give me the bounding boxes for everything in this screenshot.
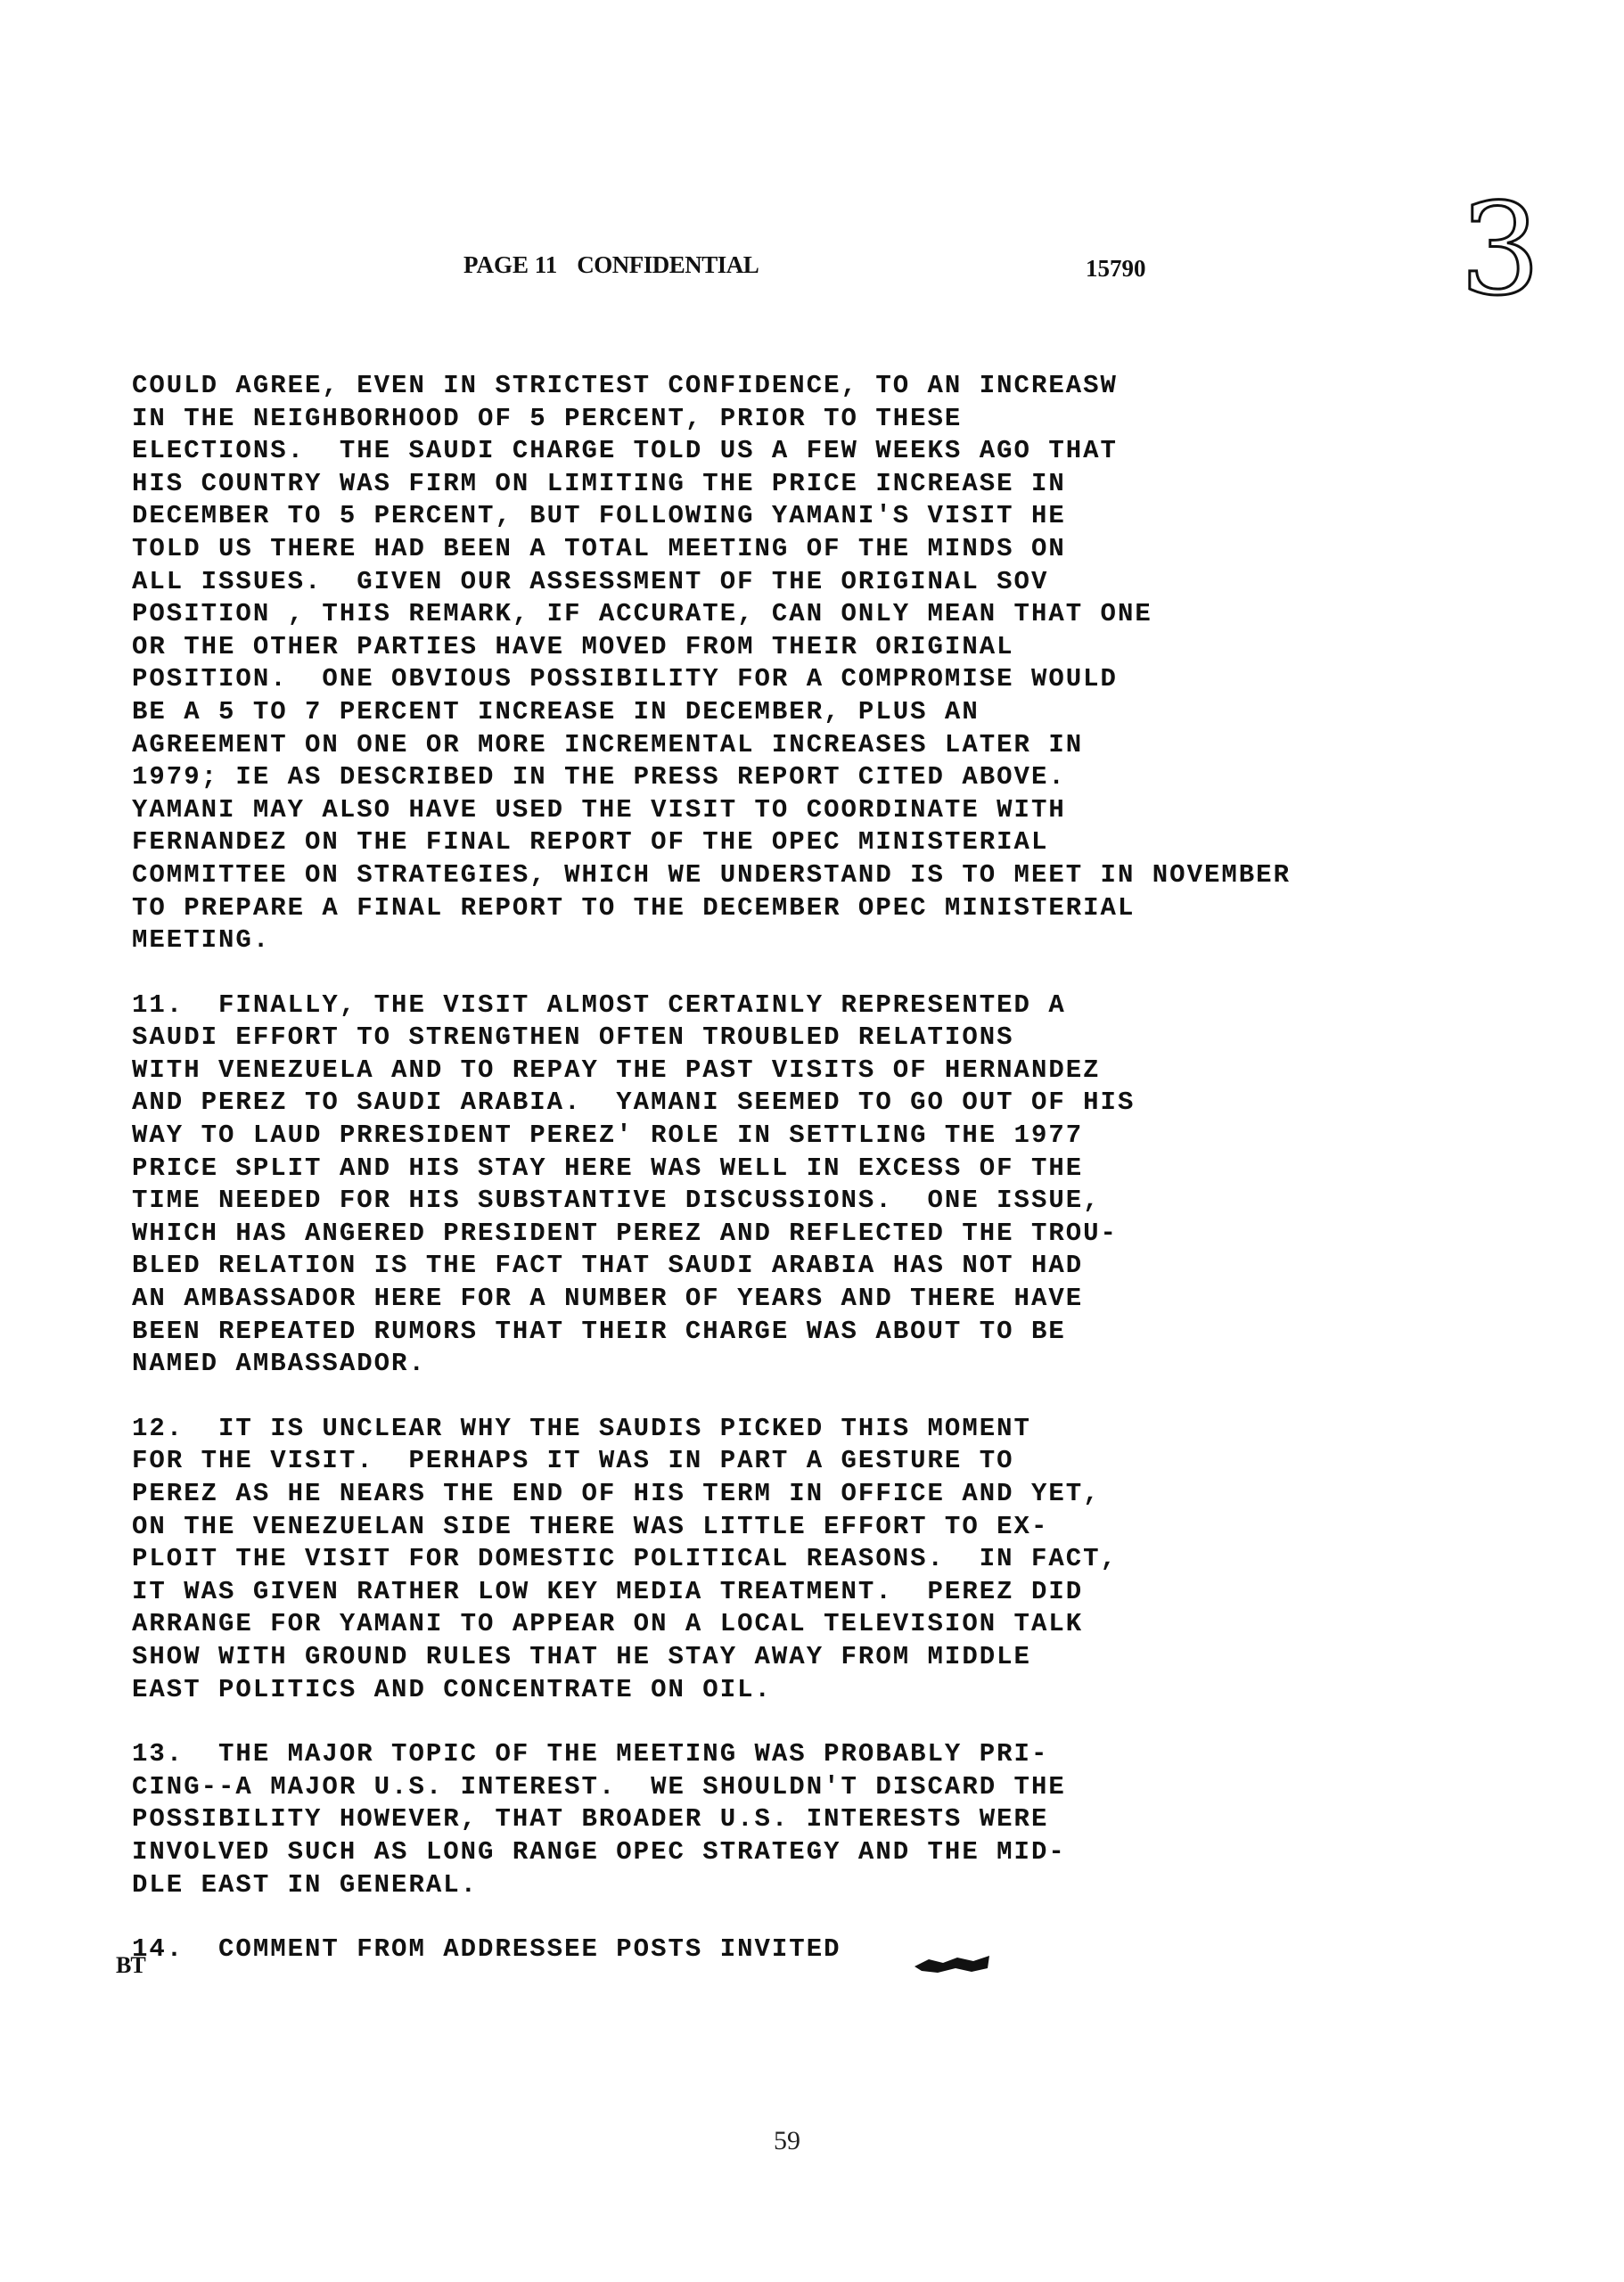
text-line: BLED RELATION IS THE FACT THAT SAUDI ARABIA HAS NOT HAD — [132, 1251, 1084, 1281]
text-line: COMMITTEE ON STRATEGIES, WHICH WE UNDERSTAND IS TO MEET IN NOVEMBER — [132, 859, 1291, 890]
text-line: AGREEMENT ON ONE OR MORE INCREMENTAL INCREASES LATER IN — [132, 729, 1084, 759]
text-line: FERNANDEZ ON THE FINAL REPORT OF THE OPEC MINISTERIAL — [132, 827, 1049, 858]
text-line: AND PEREZ TO SAUDI ARABIA. YAMANI SEEMED TO GO OUT OF HIS — [132, 1088, 1136, 1118]
text-line: TOLD US THERE HAD BEEN A TOTAL MEETING OF THE MINDS ON — [132, 533, 1066, 563]
page-header — [463, 251, 759, 279]
text-line: ELECTIONS. THE SAUDI CHARGE TOLD US A FEW WEEKS AGO THAT — [132, 436, 1118, 466]
classification-label: CONFIDENTIAL — [577, 251, 759, 278]
text-line: 12. IT IS UNCLEAR WHY THE SAUDIS PICKED THIS MOMENT — [132, 1413, 1031, 1443]
page-label: PAGE 11 — [463, 251, 558, 278]
text-line: WAY TO LAUD PRRESIDENT PEREZ' ROLE IN SETTLING THE 1977 — [132, 1120, 1084, 1151]
text-line: ARRANGE FOR YAMANI TO APPEAR ON A LOCAL TELEVISION TALK — [132, 1609, 1084, 1639]
text-line: 1979; IE AS DESCRIBED IN THE PRESS REPORT CITED ABOVE. — [132, 762, 1066, 792]
text-line: COULD AGREE, EVEN IN STRICTEST CONFIDENCE, TO AN INCREASW — [132, 371, 1118, 400]
text-line: TO PREPARE A FINAL REPORT TO THE DECEMBER OPEC MINISTERIAL — [132, 892, 1136, 923]
text-line: NAMED AMBASSADOR. — [132, 1349, 426, 1379]
cable-body — [132, 370, 1505, 1966]
text-line: PLOIT THE VISIT FOR DOMESTIC POLITICAL REASONS. IN FACT, — [132, 1544, 1118, 1574]
text-line: 14. COMMENT FROM ADDRESSEE POSTS INVITED — [132, 1934, 841, 1965]
text-line: POSSIBILITY HOWEVER, THAT BROADER U.S. INTERESTS WERE — [132, 1804, 1049, 1835]
end-of-text-marker: BT — [116, 1952, 145, 1978]
text-line: INVOLVED SUCH AS LONG RANGE OPEC STRATEGY AND THE MID- — [132, 1836, 1066, 1867]
text-line: ON THE VENEZUELAN SIDE THERE WAS LITTLE EFFORT TO EX- — [132, 1511, 1049, 1541]
paragraph — [132, 1738, 1505, 1901]
text-line: FOR THE VISIT. PERHAPS IT WAS IN PART A GESTURE TO — [132, 1446, 1014, 1476]
text-line: WHICH HAS ANGERED PRESIDENT PEREZ AND REFLECTED THE TROU- — [132, 1218, 1118, 1248]
text-line: IN THE NEIGHBORHOOD OF 5 PERCENT, PRIOR TO THESE — [132, 403, 963, 433]
text-line: POSITION. ONE OBVIOUS POSSIBILITY FOR A COMPROMISE WOULD — [132, 664, 1118, 694]
paragraph — [132, 1933, 1505, 1966]
text-line: MEETING. — [132, 925, 271, 956]
text-line: DLE EAST IN GENERAL. — [132, 1869, 479, 1900]
text-line: POSITION , THIS REMARK, IF ACCURATE, CAN ONLY MEAN THAT ONE — [132, 599, 1152, 629]
text-line: HIS COUNTRY WAS FIRM ON LIMITING THE PRICE INCREASE IN — [132, 468, 1066, 498]
text-line: PRICE SPLIT AND HIS STAY HERE WAS WELL IN EXCESS OF THE — [132, 1153, 1084, 1183]
text-line: CING--A MAJOR U.S. INTEREST. WE SHOULDN'T DISCARD THE — [132, 1771, 1066, 1802]
message-number: 15790 — [1086, 255, 1146, 282]
redaction-mark-icon — [911, 1949, 993, 1975]
text-line: TIME NEEDED FOR HIS SUBSTANTIVE DISCUSSIONS. ONE ISSUE, — [132, 1186, 1101, 1216]
text-line: SHOW WITH GROUND RULES THAT HE STAY AWAY FROM MIDDLE — [132, 1641, 1031, 1671]
text-line: EAST POLITICS AND CONCENTRATE ON OIL. — [132, 1674, 772, 1704]
text-line: BEEN REPEATED RUMORS THAT THEIR CHARGE WAS ABOUT TO BE — [132, 1316, 1066, 1346]
text-line: OR THE OTHER PARTIES HAVE MOVED FROM THEIR ORIGINAL — [132, 631, 1014, 661]
text-line: PEREZ AS HE NEARS THE END OF HIS TERM IN OFFICE AND YET, — [132, 1479, 1101, 1508]
handwritten-page-mark: 3 — [1460, 176, 1541, 324]
text-line: AN AMBASSADOR HERE FOR A NUMBER OF YEARS AND THERE HAVE — [132, 1284, 1084, 1314]
text-line: YAMANI MAY ALSO HAVE USED THE VISIT TO COORDINATE WITH — [132, 794, 1066, 825]
page-number: 59 — [774, 2126, 800, 2155]
text-line: 11. FINALLY, THE VISIT ALMOST CERTAINLY REPRESENTED A — [132, 989, 1066, 1020]
text-line: ALL ISSUES. GIVEN OUR ASSESSMENT OF THE ORIGINAL SOV — [132, 566, 1049, 596]
text-line: IT WAS GIVEN RATHER LOW KEY MEDIA TREATMENT. PEREZ DID — [132, 1576, 1084, 1606]
text-line: SAUDI EFFORT TO STRENGTHEN OFTEN TROUBLED RELATIONS — [132, 1022, 1014, 1053]
paragraph — [132, 1413, 1505, 1706]
paragraph — [132, 989, 1505, 1381]
text-line: 13. THE MAJOR TOPIC OF THE MEETING WAS PROBABLY PRI- — [132, 1739, 1049, 1769]
text-line: BE A 5 TO 7 PERCENT INCREASE IN DECEMBER, PLUS AN — [132, 696, 980, 726]
text-line: WITH VENEZUELA AND TO REPAY THE PAST VISITS OF HERNANDEZ — [132, 1055, 1101, 1085]
paragraph — [132, 370, 1505, 957]
text-line: DECEMBER TO 5 PERCENT, BUT FOLLOWING YAMANI'S VISIT HE — [132, 501, 1066, 531]
